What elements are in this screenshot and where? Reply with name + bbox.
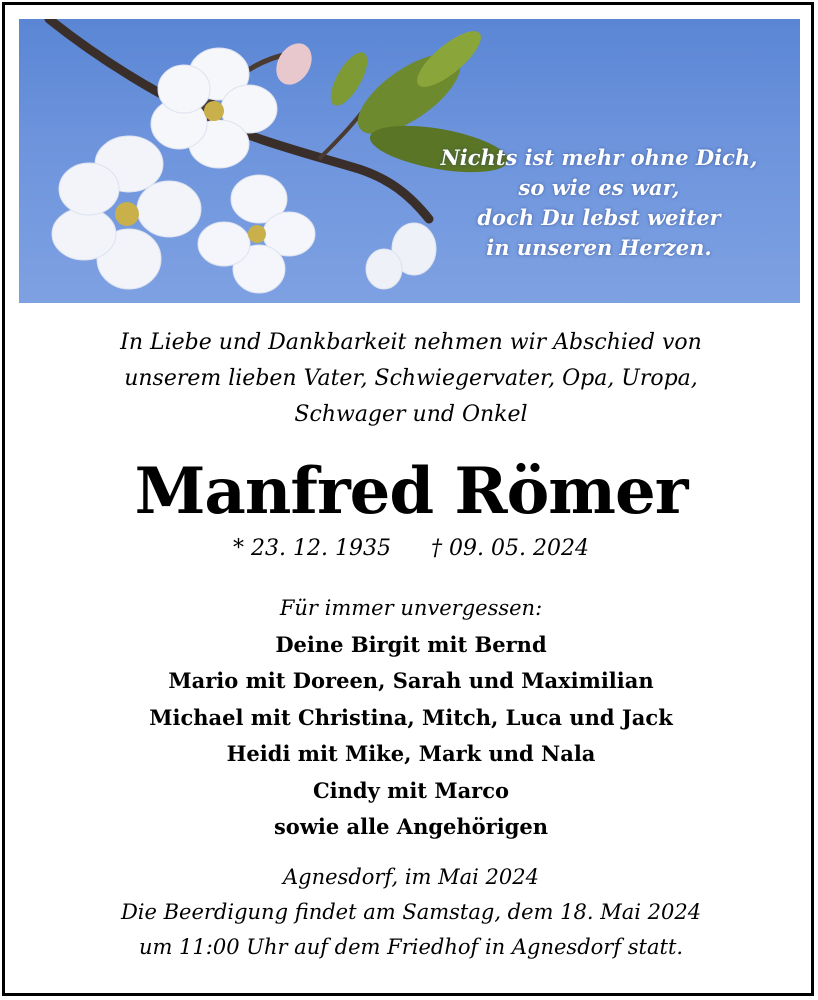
funeral-info: um 11:00 Uhr auf dem Friedhof in Agnesdorf statt.: [138, 935, 684, 959]
quote-line: so wie es war,: [518, 175, 680, 200]
intro-line: unserem lieben Vater, Schwiegervater, Opa, Uropa,: [124, 366, 698, 391]
funeral-info: Die Beerdigung findet am Samstag, dem 18. Mai 2024: [120, 900, 702, 924]
memorial-quote: [399, 143, 799, 263]
mourner: Michael mit Christina, Mitch, Luca und Jack: [149, 704, 673, 730]
mourner: Deine Birgit mit Bernd: [275, 631, 547, 657]
mourner: sowie alle Angehörigen: [273, 814, 549, 839]
intro-line: In Liebe und Dankbarkeit nehmen wir Abschied von: [120, 330, 702, 355]
death-date: † 09. 05. 2024: [431, 536, 589, 561]
mourners-lead: Für immer unvergessen:: [279, 596, 543, 620]
intro-line: Schwager und Onkel: [294, 402, 528, 427]
mourner: Mario mit Doreen, Sarah und Maximilian: [168, 668, 654, 693]
quote-line: in unseren Herzen.: [486, 235, 712, 260]
deceased-name: Manfred Römer: [134, 454, 688, 529]
quote-line: Nichts ist mehr ohne Dich,: [440, 145, 758, 170]
obituary-frame: [2, 2, 814, 996]
mourner: Cindy mit Marco: [312, 777, 510, 803]
birth-date: * 23. 12. 1935: [233, 536, 391, 561]
intro-text: [5, 325, 817, 433]
quote-line: doch Du lebst weiter: [477, 205, 721, 230]
closing-text: [5, 860, 817, 965]
place-date: Agnesdorf, im Mai 2024: [283, 865, 539, 889]
mourners-list: [5, 590, 817, 846]
cherry-blossom-photo: [19, 19, 800, 303]
mourner: Heidi mit Mike, Mark und Nala: [226, 741, 596, 766]
life-dates: [5, 533, 817, 565]
